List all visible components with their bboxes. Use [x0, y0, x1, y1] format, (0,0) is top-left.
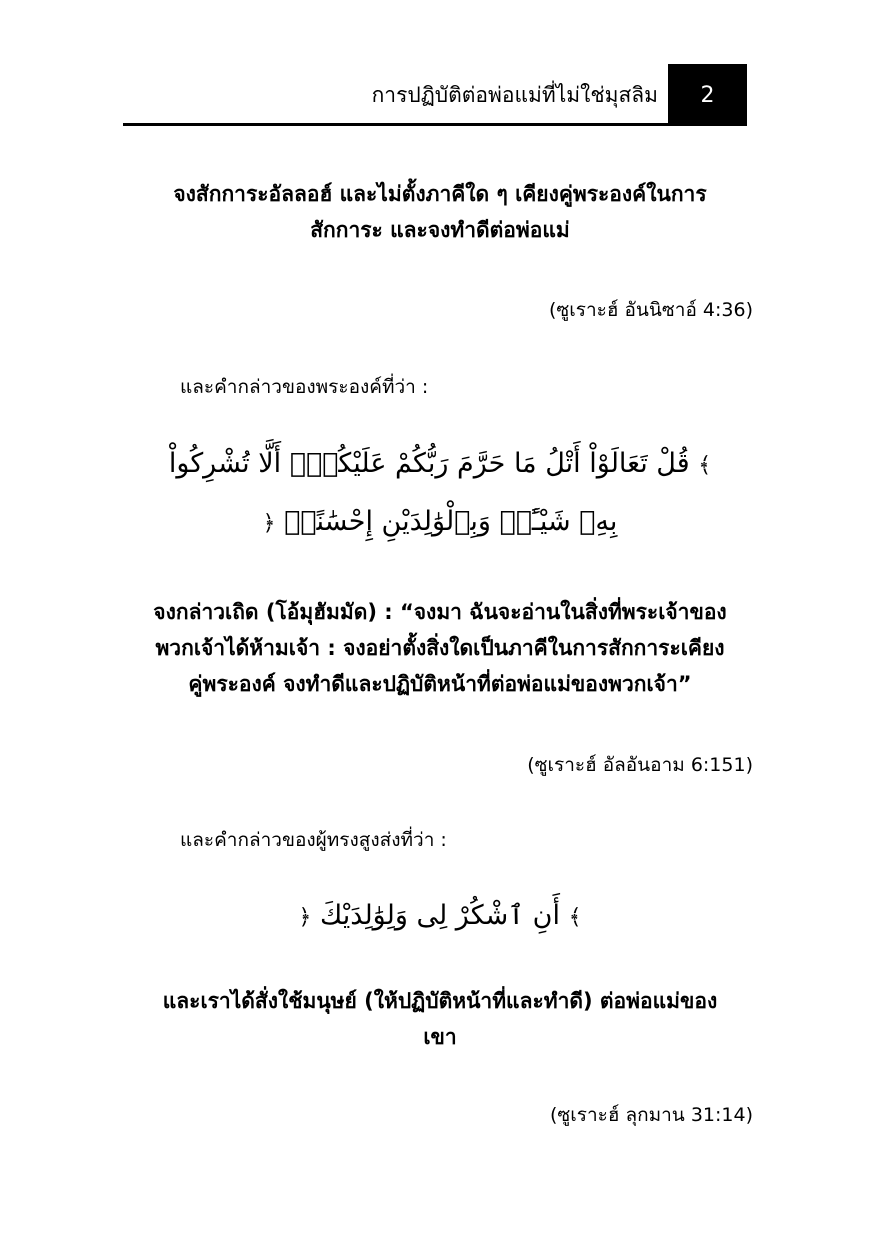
translation-line: สักการะ และจงทำดีต่อพ่อแม่	[310, 218, 570, 242]
ornament-open-icon: ﴾	[698, 453, 712, 478]
arabic-line	[120, 436, 760, 494]
page-number: 2	[700, 82, 715, 108]
arabic-text: بِهِۦ شَيْـًٔاۖ وَبِٱلْوَٰلِدَيْنِ إِحْسَٰنًاۖ	[284, 506, 618, 537]
arabic-verse-6-151	[120, 436, 760, 552]
ornament-close-icon: ﴿	[298, 905, 312, 930]
translation-line: และเราได้สั่งใช้มนุษย์ (ให้ปฏิบัติหน้าที่และทำดี) ต่อพ่อแม่ของ	[162, 989, 718, 1013]
arabic-verse-31-14	[120, 888, 760, 946]
arabic-text: قُلْ تَعَالَوْاْ أَتْلُ مَا حَرَّمَ رَبُّكُمْ عَلَيْكُمْۖ أَلَّا تُشْرِكُواْ	[168, 448, 690, 479]
ornament-close-icon: ﴿	[262, 511, 276, 536]
translation-6-151	[120, 594, 760, 702]
translation-line: พวกเจ้าได้ห้ามเจ้า : จงอย่าตั้งสิ่งใดเป็นภาคีในการสักการะเคียง	[155, 636, 725, 660]
arabic-line	[120, 888, 760, 946]
citation-31-14: (ซูเราะฮ์ ลุกมาน 31:14)	[549, 1104, 753, 1126]
ornament-open-icon: ﴾	[568, 905, 582, 930]
translation-line: คู่พระองค์ จงทำดีและปฏิบัติหน้าที่ต่อพ่อแม่ของพวกเจ้า”	[188, 672, 692, 696]
arabic-text: أَنِ ٱشْكُرْ لِى وَلِوَٰلِدَيْكَ	[320, 900, 560, 931]
translation-4-36	[120, 176, 760, 248]
translation-line: จงสักการะอัลลอฮ์ และไม่ตั้งภาคีใด ๆ เคียงคู่พระองค์ในการ	[173, 182, 707, 206]
translation-31-14	[120, 983, 760, 1055]
page-number-box	[668, 64, 747, 126]
header-rule	[123, 123, 747, 126]
citation-4-36: (ซูเราะฮ์ อันนิซาอ์ 4:36)	[549, 299, 753, 321]
translation-line: เขา	[423, 1025, 457, 1049]
intro-text-1: และคำกล่าวของพระองค์ที่ว่า :	[180, 376, 429, 398]
intro-text-2: และคำกล่าวของผู้ทรงสูงส่งที่ว่า :	[180, 829, 447, 851]
translation-line: จงกล่าวเถิด (โอ้มุฮัมมัด) : “จงมา ฉันจะอ่านในสิ่งที่พระเจ้าของ	[153, 600, 727, 624]
citation-6-151: (ซูเราะฮ์ อัลอันอาม 6:151)	[527, 754, 753, 776]
arabic-line	[120, 494, 760, 552]
header-title: การปฏิบัติต่อพ่อแม่ที่ไม่ใช่มุสลิม	[371, 83, 658, 107]
